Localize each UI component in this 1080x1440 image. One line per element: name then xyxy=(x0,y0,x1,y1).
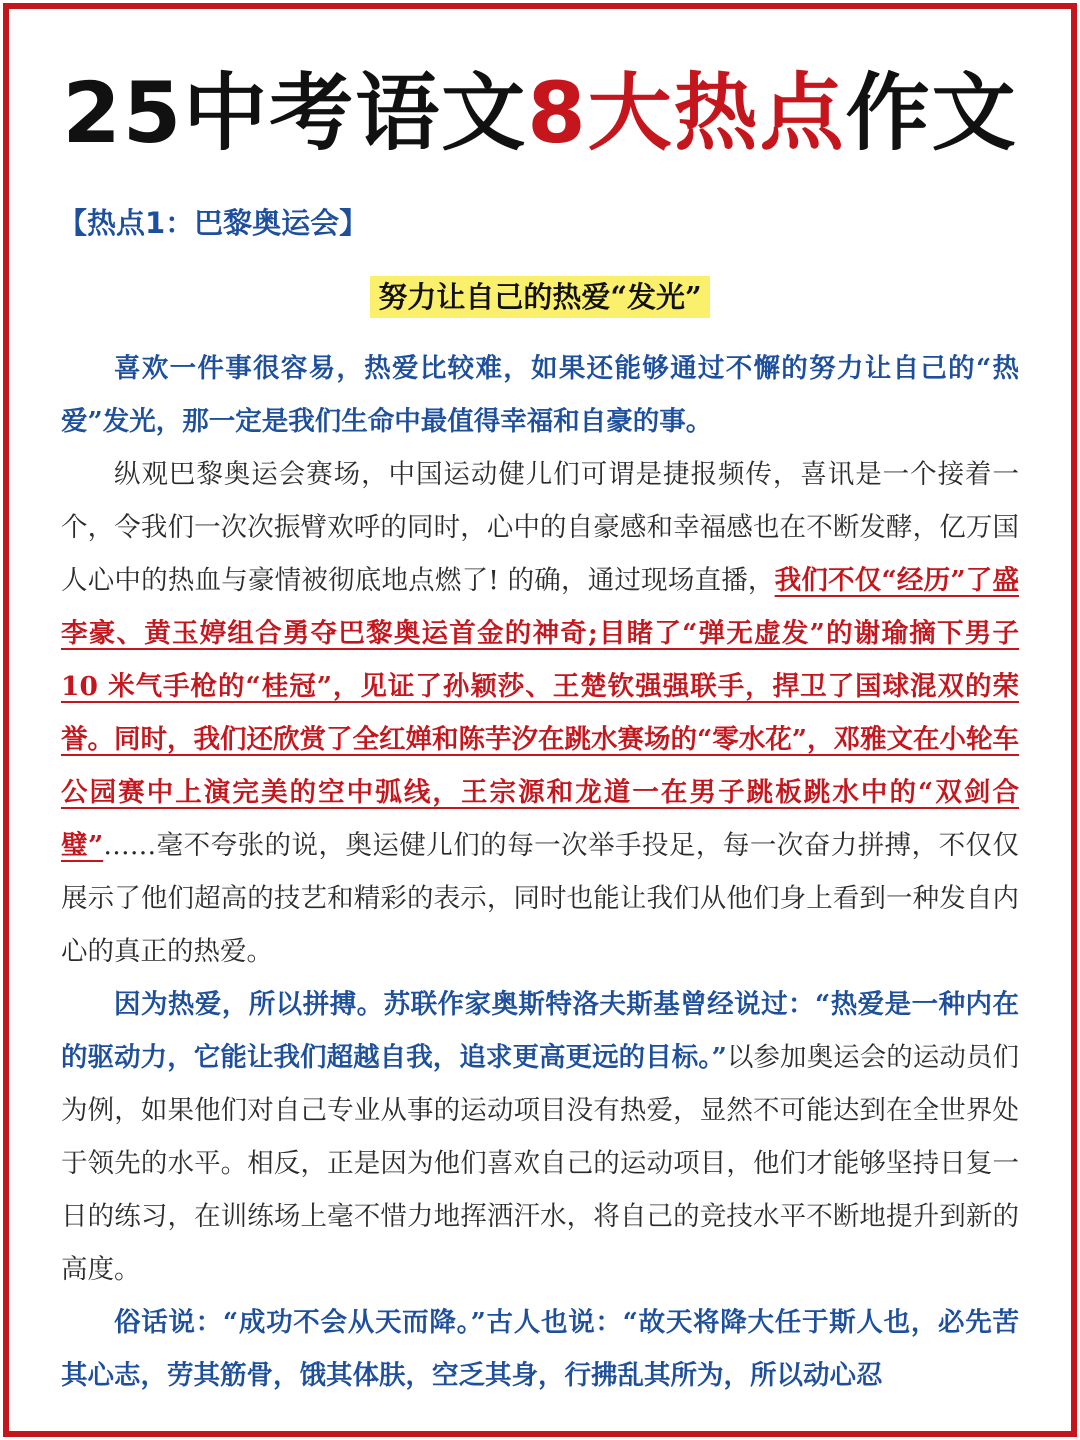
title-part-highlight: 8大热点 xyxy=(527,64,846,162)
title-part-3: 作文 xyxy=(845,64,1018,162)
paragraph-2-lead: 纵观巴黎奥运会赛场，中国运动健儿们可谓是捷报频传，喜讯是一个接着一个，令我们一次次振臂欢呼的同时，心中的自豪感和幸福感也在不断发酵，亿万国人心中的热血与豪情被彻底地点燃了! 的确，通过现场直播， xyxy=(61,459,1019,596)
paragraph-2-underlined: 我们不仅“经历”了盛李豪、黄玉婷组合勇夺巴黎奥运首金的神奇;目睹了“弹无虚发”的谢瑜摘下男子 10 米气手枪的“桂冠”，见证了孙颖莎、王楚钦强强联手，捍卫了国球混双的荣誉。同时，我们还欣赏了全红婵和陈芋汐在跳水赛场的“零水花”，邓雅文在小轮车公园赛中上演完美的空中弧线，王宗源和龙道一在男子跳板跳水中的“双剑合璧” xyxy=(61,565,1019,861)
essay-body xyxy=(61,342,1019,1402)
page-title xyxy=(0,58,1080,168)
paragraph-1-highlight: 喜欢一件事很容易，热爱比较难，如果还能够通过不懈的努力让自己的“热爱”发光，那一定是我们生命中最值得幸福和自豪的事。 xyxy=(61,353,1019,437)
section-label: 【热点1：巴黎奥运会】 xyxy=(58,206,369,240)
paragraph-4 xyxy=(61,1296,1019,1402)
paragraph-3-tail: 以参加奥运会的运动员们为例，如果他们对自己专业从事的运动项目没有热爱，显然不可能达到在全世界处于领先的水平。相反，正是因为他们喜欢自己的运动项目，他们才能够坚持日复一日的练习，在训练场上毫不惜力地挥洒汗水，将自己的竞技水平不断地提升到新的高度。 xyxy=(61,1042,1020,1285)
paragraph-3 xyxy=(61,978,1019,1296)
paragraph-2-tail: ……毫不夸张的说，奥运健儿们的每一次举手投足，每一次奋力拼搏，不仅仅展示了他们超高的技艺和精彩的表示，同时也能让我们从他们身上看到一种发自内心的真正的热爱。 xyxy=(61,830,1020,967)
paragraph-1 xyxy=(61,342,1019,448)
paragraph-2 xyxy=(61,448,1019,978)
paragraph-3-highlight: 因为热爱，所以拼搏。苏联作家奥斯特洛夫斯基曾经说过：“热爱是一种内在的驱动力，它能让我们超越自我，追求更高更远的目标。” xyxy=(61,989,1019,1073)
paragraph-4-highlight: 俗话说：“成功不会从天而降。”古人也说：“故天将降大任于斯人也，必先苦其心志，劳其筋骨，饿其体肤，空乏其身，行拂乱其所为，所以动心忍 xyxy=(61,1307,1019,1391)
essay-title-row xyxy=(0,276,1080,318)
essay-title: 努力让自己的热爱“发光” xyxy=(370,276,709,318)
title-part-1: 25中考语文 xyxy=(62,64,528,162)
